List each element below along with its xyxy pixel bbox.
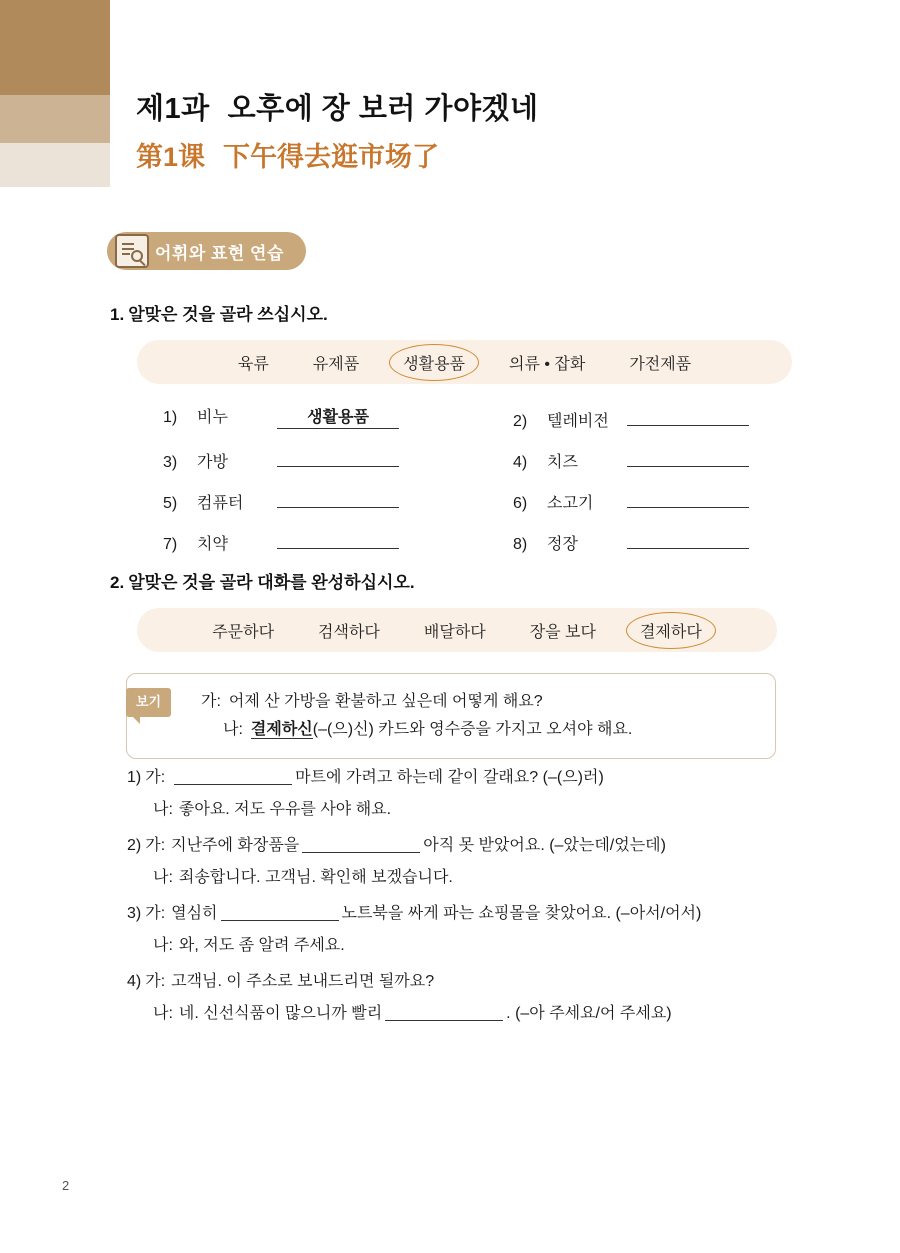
dialogue-number: 2) bbox=[127, 837, 142, 854]
answer-blank[interactable] bbox=[627, 486, 749, 508]
speaker-label: 나: bbox=[153, 1005, 173, 1022]
dialogue-text-after: 노트북을 싸게 파는 쇼핑몰을 찾았어요. (–아서/어서) bbox=[341, 905, 702, 922]
question-1-answers bbox=[163, 404, 863, 568]
dialogue-text-after: 아직 못 받았어요. (–았는데/었는데) bbox=[423, 837, 666, 854]
dialogue-item bbox=[127, 830, 887, 894]
example-line-question bbox=[201, 688, 757, 716]
dialogue-number: 1) bbox=[127, 769, 142, 786]
dialogue-blank[interactable] bbox=[221, 901, 339, 921]
title-text-korean: 오후에 장 보러 가야겠네 bbox=[227, 93, 539, 125]
answer-item bbox=[163, 445, 513, 472]
answer-row bbox=[163, 486, 863, 513]
book-search-icon bbox=[115, 234, 149, 268]
title-text-chinese: 下午得去逛市场了 bbox=[223, 142, 440, 172]
wordbank-item[interactable]: 가전제품 bbox=[629, 355, 692, 373]
question-1-wordbank bbox=[137, 340, 792, 384]
wordbank-item[interactable]: 검색하다 bbox=[318, 623, 380, 641]
dialogue-answer-after: . (–아 주세요/어 주세요) bbox=[506, 1005, 672, 1022]
answer-word: 치약 bbox=[197, 536, 228, 553]
answer-number: 2) bbox=[513, 413, 528, 430]
header-decor-mid bbox=[0, 95, 110, 143]
title-korean bbox=[136, 86, 538, 127]
answer-blank[interactable] bbox=[627, 527, 749, 549]
dialogue-question-line bbox=[127, 966, 887, 998]
question-2-instruction: 알맞은 것을 골라 대화를 완성하십시오. bbox=[128, 573, 415, 592]
dialogue-question-line bbox=[127, 830, 887, 862]
speaker-label: 나: bbox=[153, 801, 173, 818]
answer-blank[interactable] bbox=[277, 486, 399, 508]
example-question-text: 어제 산 가방을 환불하고 싶은데 어떻게 해요? bbox=[228, 693, 543, 710]
question-2-dialogues bbox=[127, 762, 887, 1034]
answer-item bbox=[163, 404, 513, 431]
answer-number: 8) bbox=[513, 536, 528, 553]
answer-word: 가방 bbox=[197, 454, 228, 471]
dialogue-answer-before: 네. 신선식품이 많으니까 빨리 bbox=[178, 1005, 383, 1022]
dialogue-number: 4) bbox=[127, 973, 142, 990]
answer-blank[interactable] bbox=[627, 445, 749, 467]
answer-item bbox=[513, 404, 863, 431]
answer-item bbox=[513, 527, 863, 554]
example-box bbox=[126, 673, 776, 759]
dialogue-answer-text: 와, 저도 좀 알려 주세요. bbox=[178, 937, 345, 954]
wordbank-item[interactable]: 육류 bbox=[237, 355, 269, 373]
answer-number: 4) bbox=[513, 454, 528, 471]
dialogue-answer-line bbox=[127, 862, 887, 894]
question-2-number: 2. bbox=[110, 573, 125, 592]
speaker-label: 가: bbox=[145, 769, 166, 786]
answer-number: 1) bbox=[163, 409, 178, 426]
header-decor-light bbox=[0, 143, 110, 187]
wordbank-item-circled[interactable]: 결제하다 bbox=[618, 619, 724, 642]
wordbank-item[interactable]: 장을 보다 bbox=[529, 623, 596, 641]
dialogue-item bbox=[127, 966, 887, 1030]
dialogue-number: 3) bbox=[127, 905, 142, 922]
answer-row bbox=[163, 404, 863, 431]
example-answer-word: 결제하신 bbox=[250, 721, 313, 738]
answer-blank[interactable] bbox=[627, 404, 749, 426]
section-banner bbox=[107, 232, 306, 270]
answer-item bbox=[163, 486, 513, 513]
answer-word: 정장 bbox=[547, 536, 578, 553]
wordbank-item[interactable]: 의류 • 잡화 bbox=[508, 355, 586, 373]
question-1-instruction: 알맞은 것을 골라 쓰십시오. bbox=[128, 305, 328, 324]
section-banner-label: 어휘와 표현 연습 bbox=[107, 232, 306, 270]
question-1-heading bbox=[110, 300, 328, 325]
wordbank-item-circled[interactable]: 생활용품 bbox=[381, 351, 487, 374]
answer-word: 치즈 bbox=[547, 454, 578, 471]
dialogue-blank[interactable] bbox=[302, 833, 420, 853]
answer-row bbox=[163, 445, 863, 472]
dialogue-question-line bbox=[127, 762, 887, 794]
example-answer-text: (–(으)신) 카드와 영수증을 가지고 오셔야 해요. bbox=[312, 721, 633, 738]
answer-word: 소고기 bbox=[547, 495, 594, 512]
answer-word: 컴퓨터 bbox=[197, 495, 244, 512]
dialogue-answer-line bbox=[127, 998, 887, 1030]
speaker-label: 가: bbox=[145, 905, 166, 922]
answer-word: 비누 bbox=[197, 409, 228, 426]
wordbank-item[interactable]: 배달하다 bbox=[423, 623, 486, 641]
dialogue-text-before: 열심히 bbox=[171, 905, 218, 922]
dialogue-answer-text: 좋아요. 저도 우유를 사야 해요. bbox=[178, 801, 392, 818]
answer-number: 3) bbox=[163, 454, 178, 471]
speaker-label: 가: bbox=[201, 693, 221, 710]
question-1-number: 1. bbox=[110, 305, 125, 324]
example-tag: 보기 bbox=[126, 688, 171, 717]
speaker-label: 가: bbox=[145, 973, 166, 990]
speaker-label: 가: bbox=[145, 837, 166, 854]
dialogue-answer-line bbox=[127, 930, 887, 962]
title-chinese bbox=[136, 135, 538, 174]
answer-item bbox=[513, 486, 863, 513]
wordbank-item[interactable]: 유제품 bbox=[312, 355, 360, 373]
example-line-answer bbox=[201, 716, 757, 744]
answer-number: 6) bbox=[513, 495, 528, 512]
page-title bbox=[136, 86, 538, 174]
answer-blank[interactable] bbox=[277, 527, 399, 549]
speaker-label: 나: bbox=[153, 869, 173, 886]
dialogue-item bbox=[127, 898, 887, 962]
dialogue-blank[interactable] bbox=[385, 1001, 503, 1021]
answer-row bbox=[163, 527, 863, 554]
speaker-label: 나: bbox=[153, 937, 173, 954]
header-decor-dark bbox=[0, 0, 110, 95]
answer-blank[interactable]: 생활용품 bbox=[277, 407, 399, 429]
answer-number: 5) bbox=[163, 495, 178, 512]
question-2-heading bbox=[110, 568, 415, 593]
wordbank-item[interactable]: 주문하다 bbox=[212, 623, 275, 641]
dialogue-answer-text: 죄송합니다. 고객님. 확인해 보겠습니다. bbox=[178, 869, 453, 886]
page-number: 2 bbox=[62, 1178, 70, 1193]
lesson-number-korean: 제1과 bbox=[136, 93, 210, 125]
answer-item bbox=[163, 527, 513, 554]
dialogue-text-before: 지난주에 화장품을 bbox=[171, 837, 300, 854]
question-2-wordbank bbox=[137, 608, 777, 652]
dialogue-item bbox=[127, 762, 887, 826]
answer-item bbox=[513, 445, 863, 472]
speaker-label: 나: bbox=[223, 721, 243, 738]
dialogue-answer-line bbox=[127, 794, 887, 826]
dialogue-question-line bbox=[127, 898, 887, 930]
lesson-number-chinese: 第1课 bbox=[136, 142, 206, 172]
answer-number: 7) bbox=[163, 536, 178, 553]
answer-blank[interactable] bbox=[277, 445, 399, 467]
answer-word: 텔레비전 bbox=[547, 413, 609, 430]
dialogue-blank[interactable] bbox=[174, 765, 292, 785]
dialogue-text-after: 마트에 가려고 하는데 같이 갈래요? (–(으)러) bbox=[295, 769, 604, 786]
dialogue-text-before: 고객님. 이 주소로 보내드리면 될까요? bbox=[171, 973, 435, 990]
